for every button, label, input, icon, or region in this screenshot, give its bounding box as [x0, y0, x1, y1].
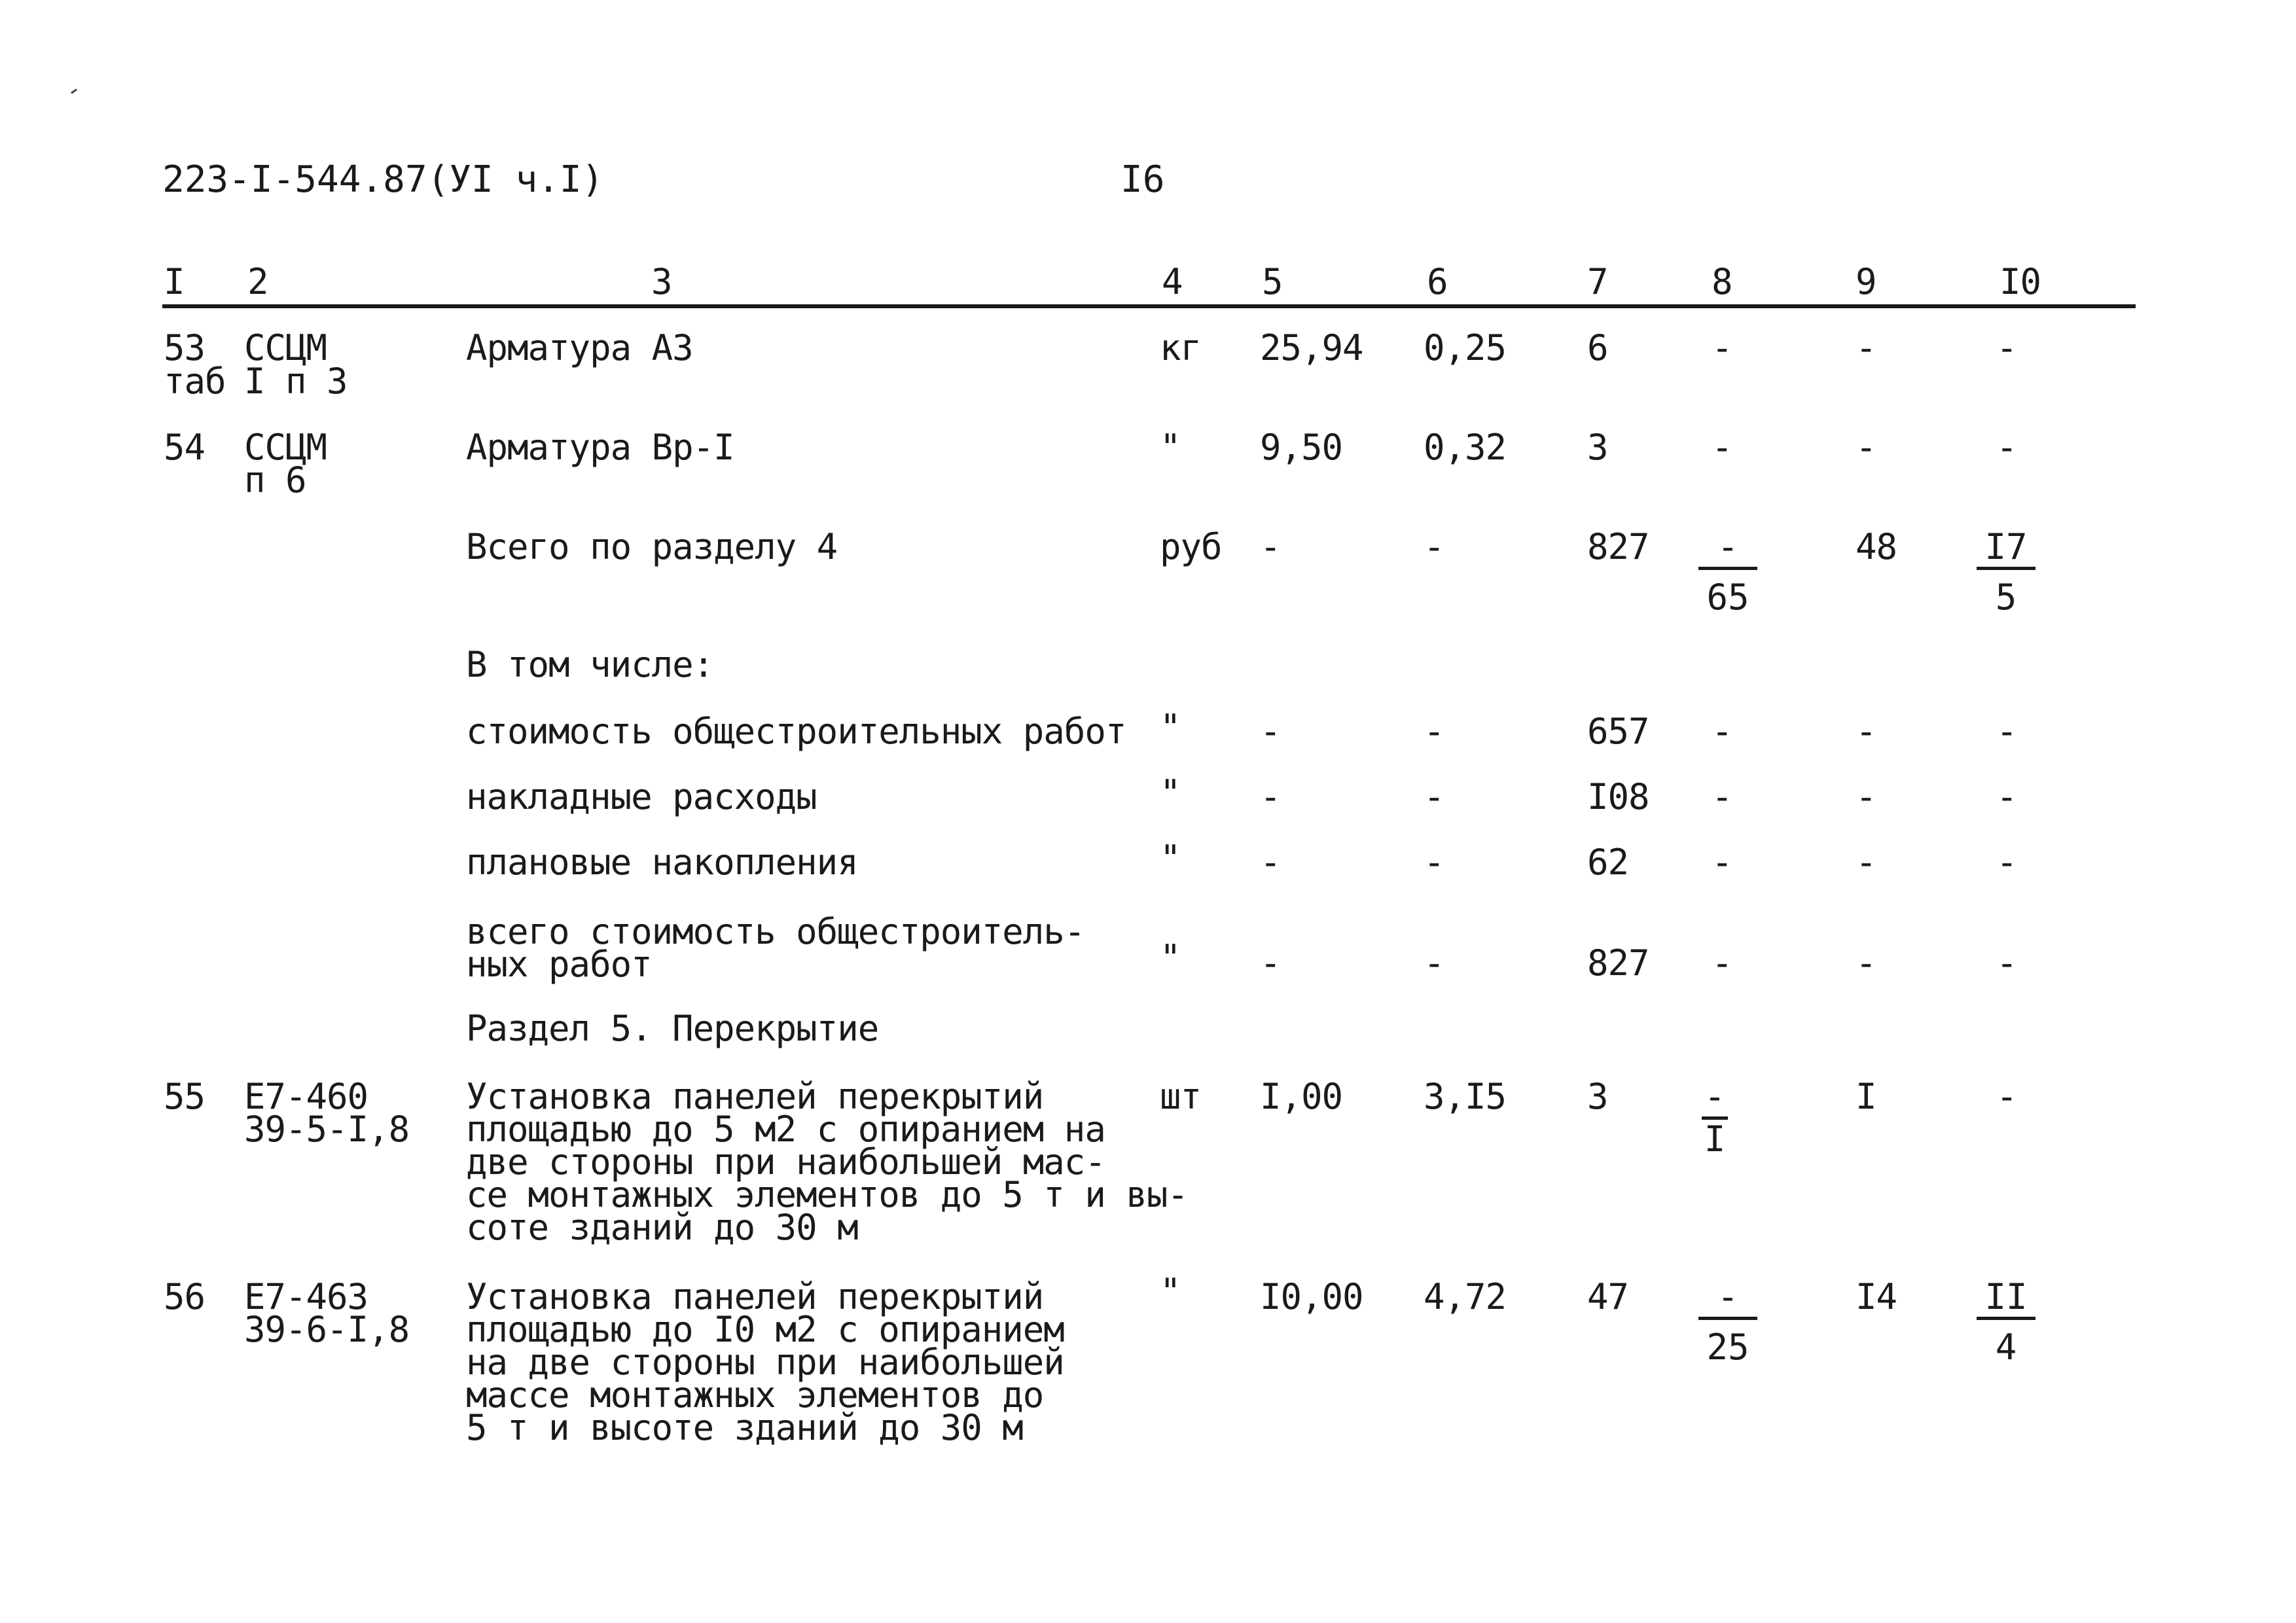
row-56-description-line5: 5 т и высоте зданий до 30 м: [466, 1407, 1023, 1448]
total-section-4-col9: 48: [1856, 526, 1897, 567]
document-code: 223-I-544.87(УI ч.I): [162, 158, 604, 201]
row-53-code: ССЦМ: [244, 327, 327, 368]
row-53-description: Арматура А3: [466, 327, 693, 368]
row-53-number-sub: таб: [164, 361, 226, 402]
general-works-col10: -: [1996, 711, 2017, 752]
section-5-heading: Раздел 5. Перекрытие: [466, 1008, 879, 1049]
overhead-col10: -: [1996, 776, 2017, 817]
total-section-4-label: Всего по разделу 4: [466, 526, 838, 567]
total-general-col7: 827: [1587, 942, 1649, 984]
row-55-description-line5: соте зданий до 30 м: [466, 1207, 858, 1248]
row-55-description-line3: две стороны при наибольшей мас-: [466, 1141, 1105, 1183]
planned-savings-col5: -: [1260, 842, 1281, 883]
col-header-5: 5: [1262, 261, 1283, 302]
col-header-10: I0: [2000, 261, 2041, 302]
row-53-col8: -: [1712, 327, 1732, 368]
row-55-description-line2: площадью до 5 м2 с опиранием на: [466, 1109, 1105, 1150]
row-53-col6: 0,25: [1424, 327, 1507, 368]
scan-speck: [71, 88, 77, 94]
row-54-col5: 9,50: [1260, 427, 1343, 468]
header-rule: [162, 304, 2136, 308]
row-53-col9: -: [1856, 327, 1876, 368]
row-56-col9: I4: [1856, 1276, 1897, 1317]
row-56-code: Е7-463: [244, 1276, 368, 1317]
general-works-col9: -: [1856, 711, 1876, 752]
total-section-4-col5: -: [1260, 526, 1281, 567]
col-header-7: 7: [1587, 261, 1608, 302]
overhead-col5: -: [1260, 776, 1281, 817]
col-header-9: 9: [1856, 261, 1876, 302]
fraction-denominator: I: [1704, 1118, 1726, 1160]
fraction-denominator: 5: [1995, 577, 2017, 618]
row-53-col7: 6: [1587, 327, 1608, 368]
col-header-2: 2: [247, 261, 268, 302]
row-55-number: 55: [164, 1076, 206, 1117]
col-header-4: 4: [1162, 261, 1183, 302]
row-56-col7: 47: [1587, 1276, 1629, 1317]
row-54-code: ССЦМ: [244, 427, 327, 468]
general-works-unit: ": [1160, 707, 1181, 748]
row-54-col10: -: [1996, 427, 2017, 468]
planned-savings-col6: -: [1424, 842, 1444, 883]
total-general-label-line2: ных работ: [466, 944, 652, 985]
total-general-col10: -: [1996, 942, 2017, 984]
fraction-denominator: 65: [1706, 577, 1749, 618]
planned-savings-col8: -: [1712, 842, 1732, 883]
total-general-col6: -: [1424, 942, 1444, 984]
fraction-numerator: II: [1977, 1280, 2036, 1320]
total-section-4-col10-fraction: [1977, 526, 2036, 618]
row-54-col7: 3: [1587, 427, 1608, 468]
fraction-numerator: I7: [1977, 530, 2036, 570]
general-works-col5: -: [1260, 711, 1281, 752]
col-header-6: 6: [1427, 261, 1448, 302]
row-54-unit: ": [1160, 427, 1181, 468]
row-53-number: 53: [164, 327, 206, 368]
row-53-col10: -: [1996, 327, 2017, 368]
col-header-1: I: [164, 261, 185, 302]
col-header-3: 3: [651, 261, 672, 302]
row-54-col9: -: [1856, 427, 1876, 468]
row-54-description: Арматура Вр-I: [466, 427, 734, 468]
row-55-unit: шт: [1160, 1076, 1202, 1117]
total-section-4-col6: -: [1424, 526, 1444, 567]
row-55-code: Е7-460: [244, 1076, 368, 1117]
row-55-col5: I,00: [1260, 1076, 1343, 1117]
planned-savings-unit: ": [1160, 838, 1181, 879]
page-number: I6: [1121, 158, 1165, 201]
total-general-col8: -: [1712, 942, 1732, 984]
row-55-code-sub: 39-5-I,8: [244, 1109, 410, 1150]
total-section-4-col8-fraction: [1698, 526, 1757, 618]
row-55-description-line1: Установка панелей перекрытий: [466, 1076, 1044, 1117]
row-56-description-line2: площадью до I0 м2 с опиранием: [466, 1309, 1064, 1350]
row-56-description-line3: на две стороны при наибольшей: [466, 1342, 1064, 1383]
fraction-numerator: -: [1702, 1080, 1728, 1120]
row-54-code-sub: п 6: [244, 459, 306, 501]
general-works-col8: -: [1712, 711, 1732, 752]
row-55-col10: -: [1996, 1076, 2017, 1117]
row-55-col8-fraction: [1685, 1076, 1744, 1160]
row-56-col8-fraction: [1698, 1276, 1757, 1368]
row-54-number: 54: [164, 427, 206, 468]
row-55-col6: 3,I5: [1424, 1076, 1507, 1117]
overhead-unit: ": [1160, 772, 1181, 813]
fraction-numerator: -: [1698, 530, 1757, 570]
planned-savings-col7: 62: [1587, 842, 1629, 883]
row-53-col5: 25,94: [1260, 327, 1363, 368]
row-56-description-line4: массе монтажных элементов до: [466, 1374, 1044, 1416]
overhead-col9: -: [1856, 776, 1876, 817]
row-55-description-line4: се монтажных элементов до 5 т и вы-: [466, 1174, 1188, 1215]
planned-savings-label: плановые накопления: [466, 842, 858, 883]
row-53-code-sub: I п 3: [244, 361, 348, 402]
general-works-col7: 657: [1587, 711, 1649, 752]
row-56-col5: I0,00: [1260, 1276, 1363, 1317]
total-general-col9: -: [1856, 942, 1876, 984]
row-56-code-sub: 39-6-I,8: [244, 1309, 410, 1350]
including-label: В том числе:: [466, 644, 714, 685]
overhead-col6: -: [1424, 776, 1444, 817]
fraction-numerator: -: [1698, 1280, 1757, 1320]
row-56-unit: ": [1160, 1271, 1181, 1312]
row-56-description-line1: Установка панелей перекрытий: [466, 1276, 1044, 1317]
total-section-4-unit: руб: [1160, 526, 1222, 567]
general-works-label: стоимость общестроительных работ: [466, 711, 1126, 752]
row-56-col6: 4,72: [1424, 1276, 1507, 1317]
overhead-label: накладные расходы: [466, 776, 817, 817]
total-general-unit: ": [1160, 937, 1181, 978]
row-56-col10-fraction: [1977, 1276, 2036, 1368]
overhead-col7: I08: [1587, 776, 1649, 817]
row-54-col6: 0,32: [1424, 427, 1507, 468]
planned-savings-col10: -: [1996, 842, 2017, 883]
total-section-4-col7: 827: [1587, 526, 1649, 567]
row-54-col8: -: [1712, 427, 1732, 468]
planned-savings-col9: -: [1856, 842, 1876, 883]
total-general-col5: -: [1260, 942, 1281, 984]
total-general-label: всего стоимость общестроитель-: [466, 911, 1085, 952]
general-works-col6: -: [1424, 711, 1444, 752]
row-55-col7: 3: [1587, 1076, 1608, 1117]
fraction-denominator: 4: [1995, 1327, 2017, 1368]
col-header-8: 8: [1712, 261, 1732, 302]
fraction-denominator: 25: [1706, 1327, 1749, 1368]
row-56-number: 56: [164, 1276, 206, 1317]
overhead-col8: -: [1712, 776, 1732, 817]
row-53-unit: кг: [1160, 327, 1202, 368]
row-55-col9: I: [1856, 1076, 1876, 1117]
